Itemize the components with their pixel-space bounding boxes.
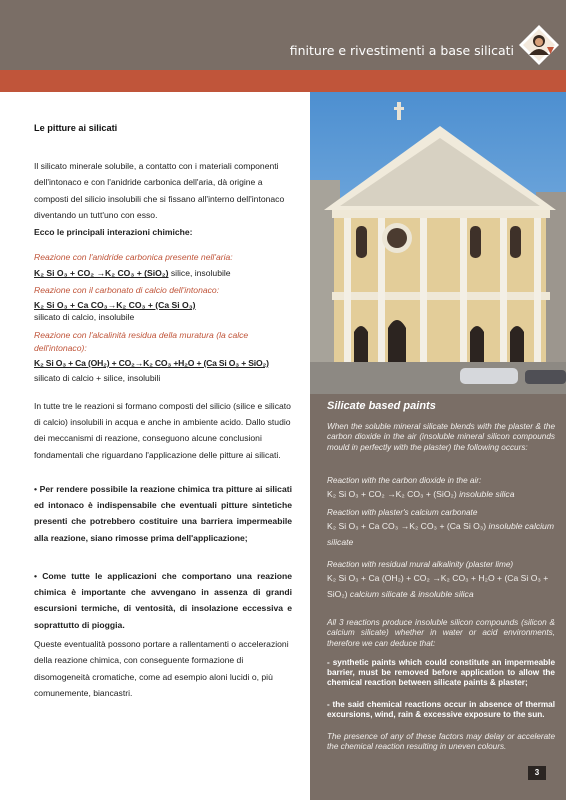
reaction-label: Reazione con il carbonato di calcio dell'intonaco: <box>34 284 220 295</box>
reaction-formula: K₂ Si O₃ + CO₂ →K₂ CO₃ + (SiO₂) <box>34 268 169 279</box>
sidebar-reaction-label: Reaction with residual mural alkalinity (plaster lime) <box>327 560 514 569</box>
reaction-result: silice, insolubile <box>168 268 231 279</box>
sidebar-reaction-result: calcium silicate & insoluble silica <box>347 589 474 600</box>
sidebar-reaction-formula: K₂ Si O₃ + Ca CO₃ →K₂ CO₃ + (Ca Si O₃) <box>327 521 487 532</box>
sidebar-reaction <box>327 508 555 550</box>
sidebar-reaction-label: Reaction with the carbon dioxide in the air: <box>327 476 482 485</box>
reaction-formula: K₂ Si O₃ + Ca (OH₂) + CO₂→K₂ CO₃ +H₂O + (Ca Si O₃ + SiO₂) <box>34 358 269 369</box>
sidebar-reaction-formula: K₂ Si O₃ + Ca (OH₂) + CO₂ →K₂ CO₃ + H₂O + (Ca Si O₃ + SiO₂) <box>327 573 549 600</box>
reaction-formula: K₂ Si O₃ + Ca CO₃→K₂ CO₃ + (Ca Si O₃) <box>34 299 196 310</box>
sidebar-reaction-line <box>327 518 555 550</box>
reaction-result: silicato di calcio + silice, insolubili <box>34 373 161 384</box>
reaction-label: Reazione con l'alcalinità residua della muratura (la calce dell'intonaco): <box>34 330 249 353</box>
sidebar-reaction-line <box>327 486 555 502</box>
bullet-paragraph: • Come tutte le applicazioni che comportano una reazione chimica è importante che avvengano in assenza di grandi escursioni termiche, di ventosità, di insolazione eccessiva e soprattutto di pioggia. <box>34 571 292 630</box>
church-photo <box>310 92 566 394</box>
portrait-badge-icon <box>518 24 560 66</box>
sidebar-reaction-line <box>327 570 555 602</box>
intro-bold-text: Ecco le principali interazioni chimiche: <box>34 226 193 237</box>
bullet-paragraph: • Per rendere possibile la reazione chimica tra pitture ai silicati ed intonaco è indispensabile che eventuali pitture sintetiche presenti che potrebbero costituire una barriera impermeabile alla reazione, siano rimosse prima dell'applicazione; <box>34 484 292 543</box>
accent-band <box>0 70 566 92</box>
english-sidebar <box>310 394 566 800</box>
sidebar-reaction-label: Reaction with plaster's calcium carbonate <box>327 508 478 517</box>
reaction-result: silicato di calcio, insolubile <box>34 312 135 323</box>
intro-text: Il silicato minerale solubile, a contatto con i materiali componenti dell'intonaco e con l'anidride carbonica dell'aria, dà origine a composti del silicio insolubili che si fissano all'interno dell'intonaco diventando un tutt'uno con esso. <box>34 161 285 221</box>
sidebar-closing: The presence of any of these factors may delay or accelerate the chemical reaction resulting in uneven colours. <box>327 732 555 752</box>
conclusion-paragraph: In tutte tre le reazioni si formano composti del silicio (silice e silicato di calcio) insolubili in acqua e anche in ambiente acido. Dallo studio dei meccanismi di reazione, conseguono alcune conclusioni fondamentali che riguardano l'applicazione delle pitture ai silicati. <box>34 401 291 460</box>
reactions-list-it <box>34 251 292 385</box>
sidebar-dash-point: - synthetic paints which could constitute an impermeable barrier, must be removed before application to allow the chemical reaction between silicate paints & plaster; <box>327 658 555 687</box>
sidebar-intro: When the soluble mineral silicate blends with the plaster & the carbon dioxide in the air (insoluble mineral silicon compounds mould in perfectly with the plaster) the following occurs: <box>327 422 555 452</box>
sidebar-reaction-result: insoluble silica <box>456 489 515 500</box>
sidebar-reaction <box>327 560 555 602</box>
reaction-label: Reazione con l'anidride carbonica presente nell'aria: <box>34 252 233 262</box>
header-title: finiture e rivestimenti a base silicati <box>289 43 514 58</box>
sidebar-reaction-formula: K₂ Si O₃ + CO₂ →K₂ CO₃ + (SiO₂) <box>327 489 457 500</box>
sidebar-dash-point: - the said chemical reactions occur in absence of thermal excursions, wind, rain & excessive exposure to the sun. <box>327 700 555 719</box>
sidebar-title: Silicate based paints <box>327 400 436 412</box>
page-number: 3 <box>528 766 546 780</box>
page-header <box>0 0 566 70</box>
sidebar-summary: All 3 reactions produce insoluble silicon compounds (silicon & calcium silicate) whether in water or acid environments, therefore we can deduce that: <box>327 618 555 648</box>
closing-paragraph: Queste eventualità possono portare a rallentamenti o accelerazioni della reazione chimica, con conseguente formazione di disomogeneità cromatiche, come ad esempio aloni lucidi o, più comunemente, biancastri. <box>34 639 289 699</box>
sidebar-reaction-result: insoluble calcium silicate <box>327 521 554 548</box>
section-heading: Le pitture ai silicati <box>34 123 118 133</box>
reaction-line <box>34 267 292 279</box>
intro-paragraph <box>34 158 292 240</box>
sidebar-reaction <box>327 476 555 502</box>
